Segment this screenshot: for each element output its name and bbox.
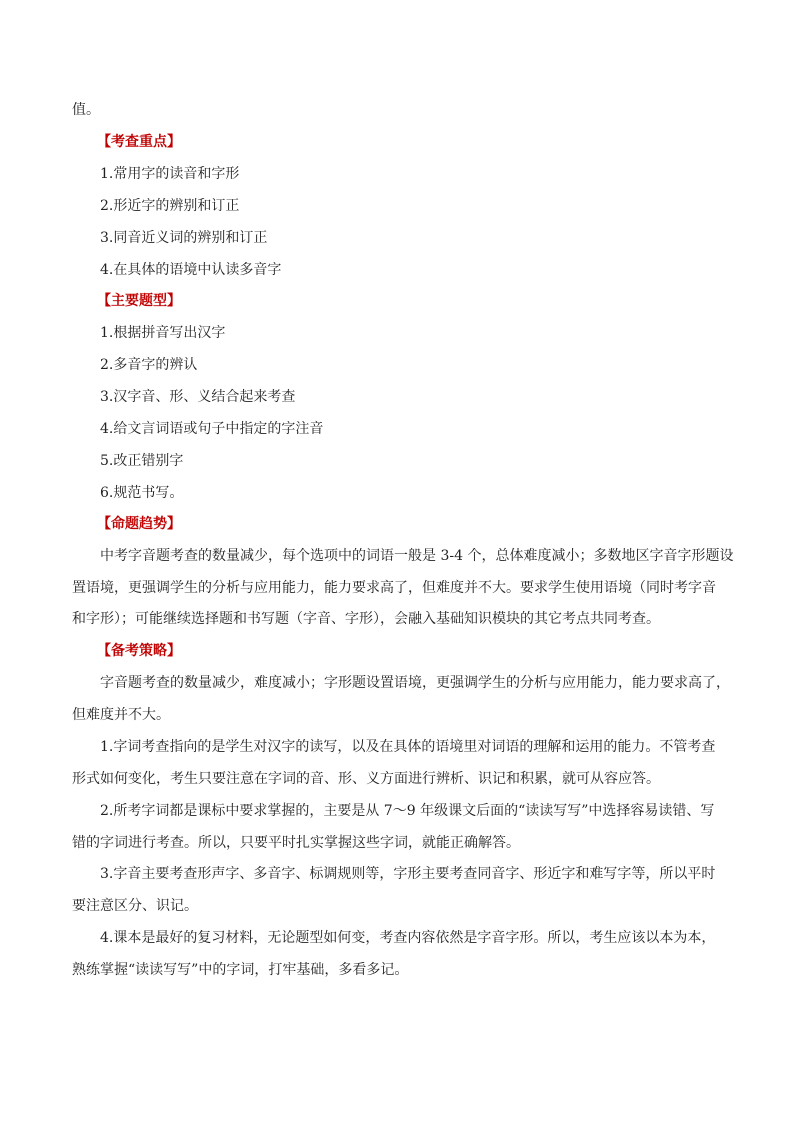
paragraph-line: 置语境，更强调学生的分析与应用能力，能力要求高了，但难度并不大。要求学生使用语境（同时考字音 xyxy=(72,580,716,596)
section-heading-question-types: 【主要题型】 xyxy=(97,293,181,309)
list-item: 1.常用字的读音和字形 xyxy=(100,166,240,182)
paragraph-line: 3.字音主要考查形声字、多音字、标调规则等，字形主要考查同音字、形近字和难写字等，所以平时 xyxy=(100,866,716,882)
section-heading-strategy: 【备考策略】 xyxy=(97,643,181,659)
paragraph-line: 要注意区分、识记。 xyxy=(72,898,198,914)
list-item: 1.根据拼音写出汉字 xyxy=(100,325,226,341)
list-item: 4.给文言词语或句子中指定的字注音 xyxy=(100,421,324,437)
paragraph-line: 字音题考查的数量减少，难度减小；字形题设置语境，更强调学生的分析与应用能力，能力要求高了， xyxy=(100,675,730,691)
list-item: 3.同音近义词的辨别和订正 xyxy=(100,230,268,246)
section-heading-key-points: 【考查重点】 xyxy=(97,134,181,150)
continuation-text: 值。 xyxy=(72,102,100,118)
paragraph-line: 和字形）；可能继续选择题和书写题（字音、字形），会融入基础知识模块的其它考点共同考查。 xyxy=(72,611,660,627)
list-item: 5.改正错别字 xyxy=(100,453,184,469)
paragraph-line: 错的字词进行考查。所以，只要平时扎实掌握这些字词，就能正确解答。 xyxy=(72,835,520,851)
paragraph-line: 中考字音题考查的数量减少，每个选项中的词语一般是 3-4 个，总体难度减小；多数地区字音字形题设 xyxy=(100,548,734,564)
list-item: 6.规范书写。 xyxy=(100,485,184,501)
paragraph-line: 形式如何变化，考生只要注意在字词的音、形、义方面进行辨析、识记和积累，就可从容应答。 xyxy=(72,771,660,787)
paragraph-line: 4.课本是最好的复习材料，无论题型如何变，考查内容依然是字音字形。所以，考生应该以本为本， xyxy=(100,930,716,946)
list-item: 3.汉字音、形、义结合起来考查 xyxy=(100,389,296,405)
paragraph-line: 1.字词考查指向的是学生对汉字的读写，以及在具体的语境里对词语的理解和运用的能力。不管考查 xyxy=(100,739,716,755)
paragraph-line: 2.所考字词都是课标中要求掌握的，主要是从 7～9 年级课文后面的“读读写写”中选择容易读错、写 xyxy=(100,803,715,819)
section-heading-trends: 【命题趋势】 xyxy=(97,516,181,532)
list-item: 4.在具体的语境中认读多音字 xyxy=(100,262,282,278)
paragraph-line: 但难度并不大。 xyxy=(72,707,170,723)
list-item: 2.多音字的辨认 xyxy=(100,357,198,373)
paragraph-line: 熟练掌握“读读写写”中的字词，打牢基础，多看多记。 xyxy=(72,962,409,978)
list-item: 2.形近字的辨别和订正 xyxy=(100,198,240,214)
